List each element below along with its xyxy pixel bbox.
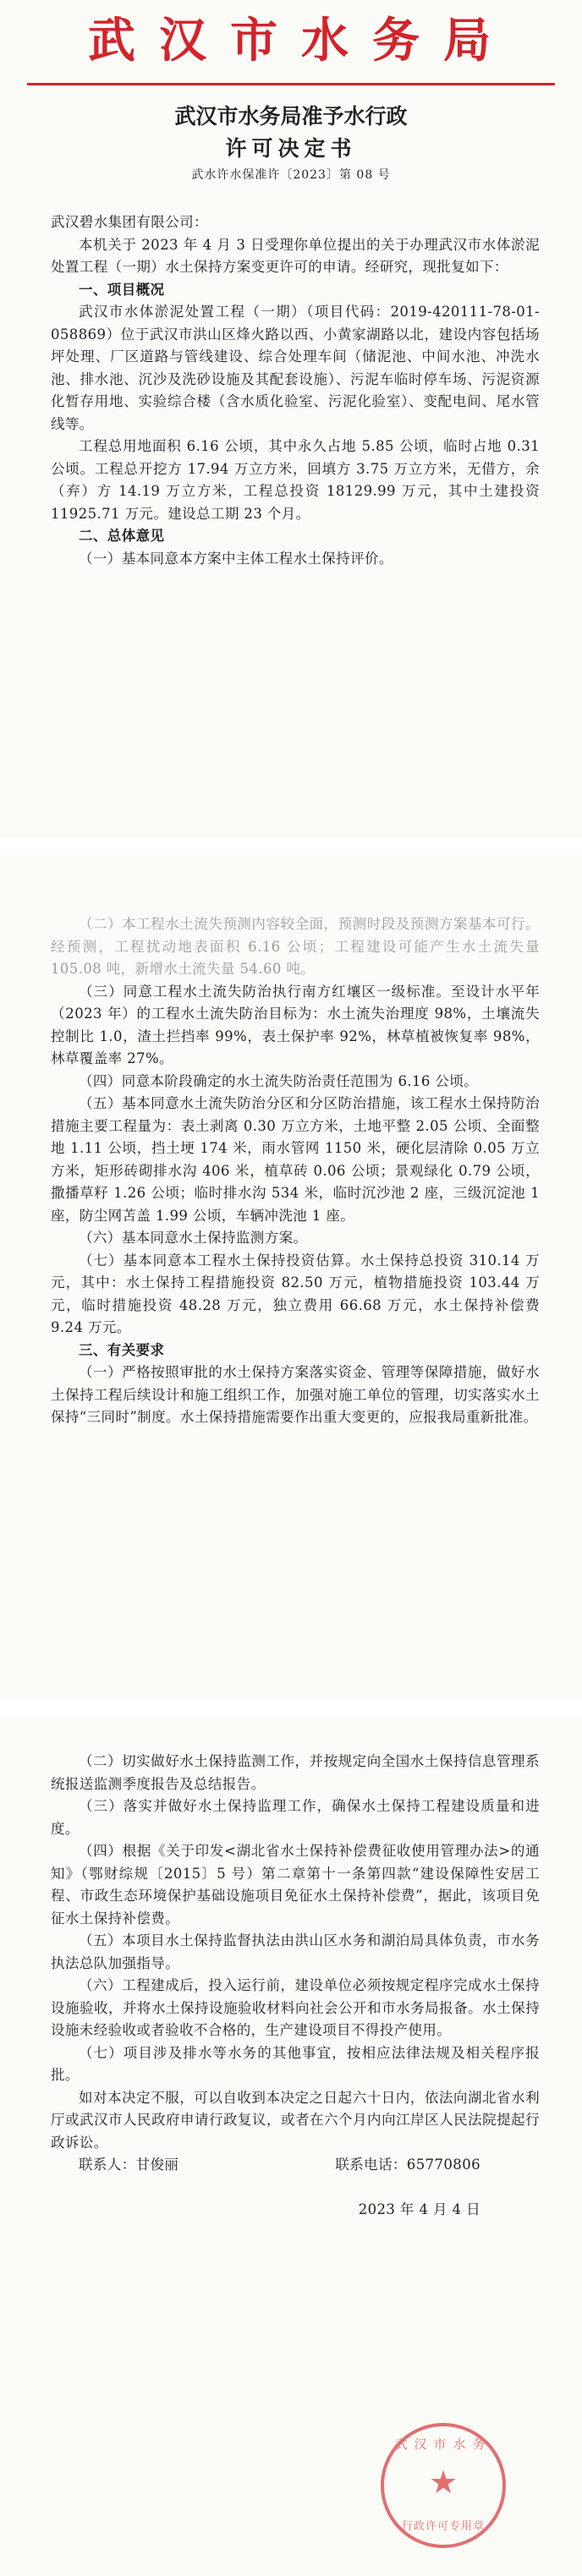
seal-star-icon: ★ — [428, 2464, 458, 2501]
document-page-2 — [0, 854, 582, 1700]
document-title-line1: 武汉市水务局准予水行政 — [174, 104, 408, 129]
opinion-7: （七）基本同意本工程水土保持投资估算。水土保持总投资 310.14 万元，其中：水土保持工程措施投资 82.50 万元，植物措施投资 103.44 万元，临时措施投资 48.28 万元，独立费用 66.68 万元，水土保持补偿费 9.24 万元。 — [51, 1252, 540, 1335]
requirement-4: （四）根据《关于印发<湖北省水土保持补偿费征收使用管理办法>的通知》（鄂财综规〔2015〕5 号）第二章第十一条第四款“建设保障性安居工程、市政生态环境保护基础设施项目免征水土保持补偿费”，据此，该项目免征水土保持补偿费。 — [51, 1843, 540, 1927]
page-gap — [0, 1700, 582, 1717]
document-title-line2: 许可决定书 — [225, 136, 357, 161]
opinion-5: （五）基本同意水土流失防治分区和分区防治措施，该工程水土保持防治措施主要工程量为：表土剥离 0.30 万立方米，土地平整 2.05 公顷、全面整地 1.11 公顷，挡土埂 174 米，雨水管网 1150 米，硬化层清除 0.05 万立方米，矩形砖砌排水沟 406 米，植草砖 0.06 公顷；景观绿化 0.79 公顷，撒播草籽 1.26 公顷；临时排水沟 534 米，临时沉沙池 2 座，三级沉淀池 1 座，防尘网苫盖 1.99 公顷，车辆冲洗池 1 座。 — [51, 1095, 540, 1224]
issue-date: 2023 年 4 月 4 日 — [358, 2201, 480, 2217]
opinion-1: （一）基本同意本方案中主体工程水土保持评价。 — [79, 550, 393, 567]
contact-person: 联系人：甘俊丽 — [79, 2157, 179, 2173]
project-figures: 工程总用地面积 6.16 公顷，其中永久占地 5.85 公顷，临时占地 0.31 公顷。工程总开挖方 17.94 万立方米，回填方 3.75 万立方米，无借方，余（弃）方 14.19 万立方米，工程总投资 18129.99 万元，其中土建投资 11925.71 万元。建设总工期 23 个月。 — [51, 438, 540, 522]
appeal-notice: 如对本决定不服，可以自收到本决定之日起六十日内，依法向湖北省水利厅或武汉市人民政府申请行政复议，或者在六个月内向江岸区人民法院提起行政诉讼。 — [51, 2089, 540, 2151]
red-divider — [27, 83, 555, 85]
recipient: 武汉碧水集团有限公司： — [51, 214, 208, 230]
page3-body — [51, 1751, 540, 2221]
opinion-2: （二）本工程水土流失预测内容较全面，预测时段及预测方案基本可行。经预测，工程扰动地表面积 6.16 公顷；工程建设可能产生水土流失量 105.08 吨，新增水土流失量 54.60 吨。 — [51, 916, 540, 977]
document-page-1 — [0, 0, 582, 837]
page2-body — [51, 913, 540, 1429]
page1-body — [51, 211, 540, 570]
opinion-4: （四）同意本阶段确定的水土流失防治责任范围为 6.16 公顷。 — [79, 1072, 479, 1089]
requirement-1: （一）严格按照审批的水土保持方案落实资金、管理等保障措施，做好水土保持工程后续设计和施工组织工作，加强对施工单位的管理，切实落实水土保持“三同时”制度。水土保持措施需要作出重大变更的，应报我局重新批准。 — [51, 1364, 540, 1425]
seal-bottom-text: 行政许可专用章 — [401, 2520, 485, 2533]
intro-paragraph: 本机关于 2023 年 4 月 3 日受理你单位提出的关于办理武汉市水体淤泥处置工程（一期）水土保持方案变更许可的申请。经研究，现批复如下： — [51, 236, 540, 275]
project-description: 武汉市水体淤泥处置工程（一期）（项目代码：2019-420111-78-01-058869）位于武汉市洪山区烽火路以西、小黄家湖路以北，建设内容包括场坪处理、厂区道路与管线建设、综合处理车间（储泥池、中间水池、冲洗水池、排水池、沉沙及洗砂设施及其配套设施）、污泥车临时停车场、污泥资源化暂存用地、实验综合楼（含水质化验室、污泥化验室）、变配电间、尾水管线等。 — [51, 304, 540, 432]
contact-phone: 联系电话：65770806 — [335, 2157, 480, 2173]
requirement-7: （七）项目涉及排水等水务的其他事宜，按相应法律法规及相关程序报批。 — [51, 2044, 540, 2083]
section1-heading: 一、项目概况 — [79, 281, 165, 298]
opinion-3: （三）同意工程水土流失防治执行南方红壤区一级标准。至设计水平年（2023 年）的工程水土流失防治目标为：水土流失治理度 98%，土壤流失控制比 1.0，渣土拦挡率 99%，表土保护率 92%，林草植被恢复率 98%，林草覆盖率 27%。 — [51, 983, 540, 1066]
requirement-6: （六）工程建成后，投入运行前，建设单位必须按规定程序完成水土保持设施验收，并将水土保持设施验收材料向社会公开和市水务局报备。水土保持设施未经验收或者验收不合格的，生产建设项目不得投产使用。 — [51, 1977, 540, 2038]
section3-heading: 三、有关要求 — [79, 1341, 165, 1358]
official-seal — [381, 2423, 506, 2548]
requirement-2: （二）切实做好水土保持监测工作，并按规定向全国水土保持信息管理系统报送监测季度报告及总结报告。 — [51, 1753, 540, 1792]
page-gap — [0, 837, 582, 854]
opinion-6: （六）基本同意水土保持监测方案。 — [79, 1230, 308, 1246]
seal-top-text: 武汉市水务 — [394, 2436, 492, 2452]
requirement-5: （五）本项目水土保持监督执法由洪山区水务和湖泊局具体负责，市水务执法总队加强指导。 — [51, 1932, 540, 1971]
section2-heading: 二、总体意见 — [79, 528, 165, 544]
requirement-3: （三）落实并做好水土保持监理工作，确保水土保持工程建设质量和进度。 — [51, 1798, 540, 1837]
contact-line — [51, 2154, 540, 2177]
issuer-brand: 武汉市水务局 — [88, 13, 514, 69]
document-number: 武水许水保准许〔2023〕第 08 号 — [191, 168, 391, 182]
